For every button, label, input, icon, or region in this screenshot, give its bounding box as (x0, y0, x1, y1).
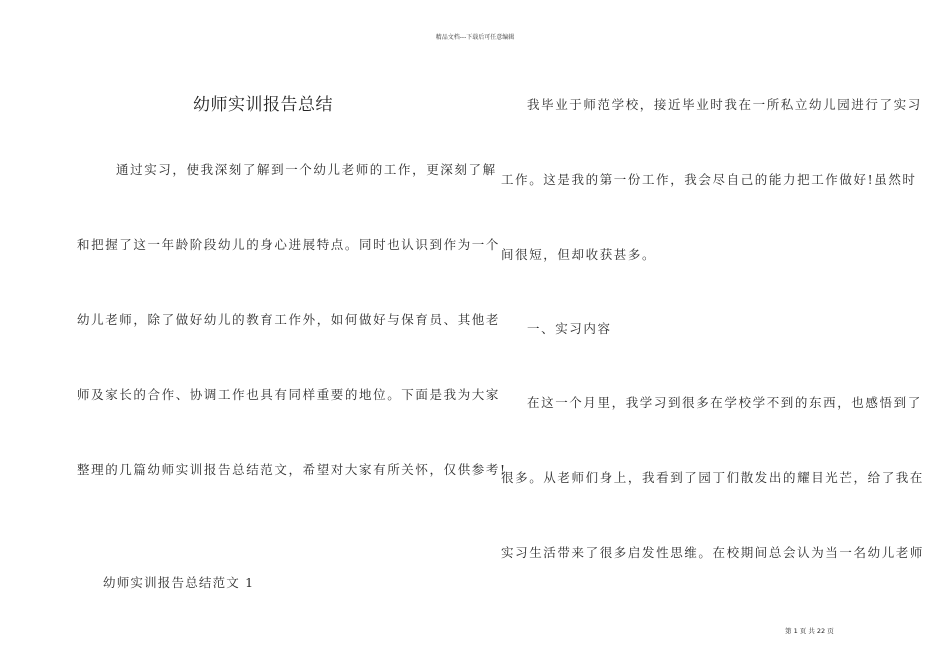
right-paragraph-line: 间很短，但却收获甚多。 (501, 247, 657, 262)
right-paragraph-line: 在这一个月里，我学习到很多在学校学不到的东西，也感悟到了 (527, 395, 922, 410)
left-paragraph-line: 通过实习，使我深刻了解到一个幼儿老师的工作，更深刻了解 (116, 162, 497, 177)
left-paragraph-line: 幼儿老师，除了做好幼儿的教育工作外，如何做好与保育员、其他老 (77, 312, 501, 327)
left-paragraph-line: 和把握了这一年龄阶段幼儿的身心进展特点。同时也认识到作为一个 (77, 237, 501, 252)
right-section-heading: 一、实习内容 (527, 321, 612, 336)
page-number: 第 1 页 共 22 页 (785, 627, 834, 635)
left-paragraph-line: 师及家长的合作、协调工作也具有同样重要的地位。下面是我为大家 (77, 387, 501, 402)
page-header-note: 精品文档---下载后可任意编辑 (435, 34, 515, 41)
right-paragraph-line: 工作。这是我的第一份工作，我会尽自己的能力把工作做好!虽然时 (501, 172, 917, 187)
left-paragraph-line: 整理的几篇幼师实训报告总结范文，希望对大家有所关怀，仅供参考! (77, 462, 507, 477)
right-paragraph-line: 我毕业于师范学校，接近毕业时我在一所私立幼儿园进行了实习 (527, 97, 922, 112)
section-subheading: 幼师实训报告总结范文 1 (103, 575, 255, 590)
document-title: 幼师实训报告总结 (193, 95, 333, 115)
right-paragraph-line: 实习生活带来了很多启发性思维。在校期间总会认为当一名幼儿老师 (501, 545, 925, 560)
right-paragraph-line: 很多。从老师们身上，我看到了园丁们散发出的耀目光芒，给了我在 (501, 470, 925, 485)
